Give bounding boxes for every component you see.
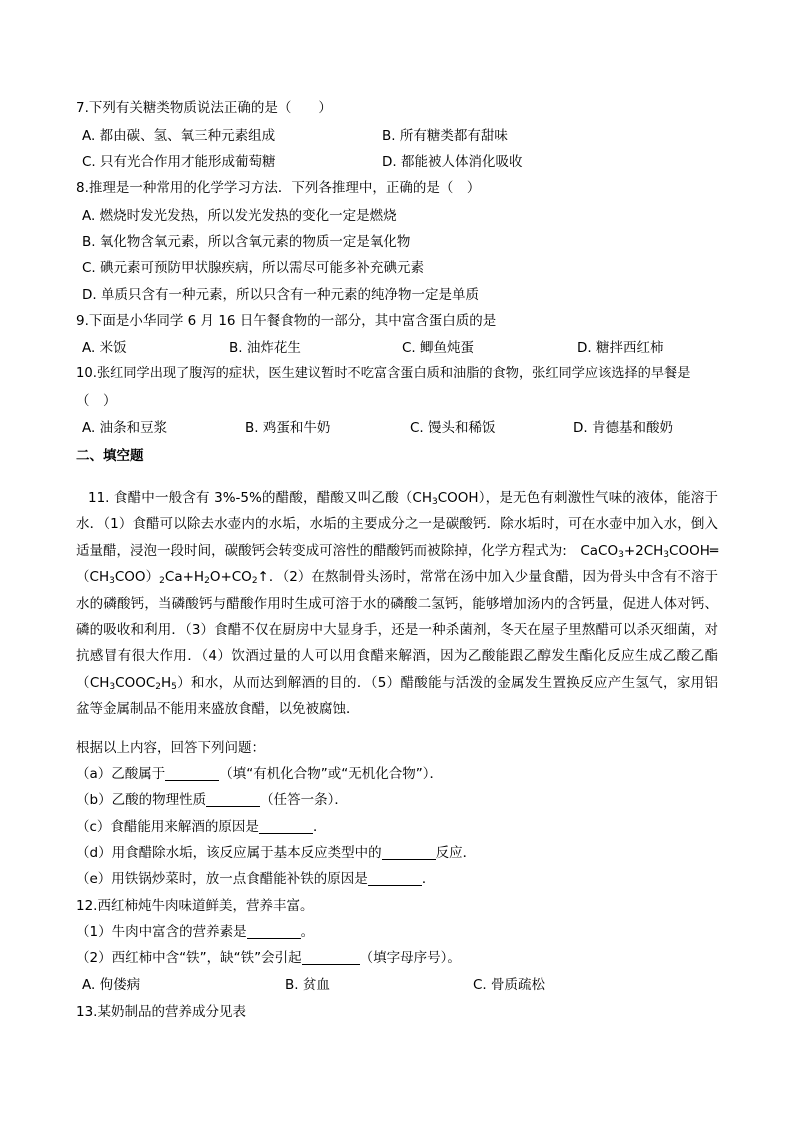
q10-option-a: A. 油条和豆浆 <box>82 420 168 436</box>
q13-stem: 13.某奶制品的营养成分见表 <box>76 1004 246 1020</box>
q11-blank-b[interactable] <box>206 792 260 807</box>
q9-option-c: C. 鲫鱼炖蛋 <box>402 340 475 356</box>
q12-sub-2: （2）西红柿中含“铁”，缺“铁”会引起 （填字母序号）。 <box>76 950 461 966</box>
q11-blank-a[interactable] <box>165 766 219 781</box>
q11-sub-e: （e）用铁锅炒菜时，放一点食醋能补铁的原因是 ． <box>76 871 436 887</box>
q12-option-c: C. 骨质疏松 <box>473 977 546 993</box>
q10-stem-line1: 10.张红同学出现了腹泻的症状，医生建议暂时不吃富含蛋白质和油脂的食物，张红同学应该选择的早餐是 <box>76 366 691 381</box>
q8-option-d: D. 单质只含有一种元素，所以只含有一种元素的纯净物一定是单质 <box>82 287 479 303</box>
q9-stem: 9.下面是小华同学 6 月 16 日午餐食物的一部分，其中富含蛋白质的是 <box>76 313 497 329</box>
q8-stem: 8.推理是一种常用的化学学习方法．下列各推理中，正确的是（ ） <box>76 180 481 196</box>
q11-sub-d: （d）用食醋除水垢，该反应属于基本反应类型中的 反应． <box>76 845 477 861</box>
q12-blank-1[interactable] <box>247 924 301 939</box>
q11-sub-c: （c）食醋能用来解酒的原因是 ． <box>76 819 327 835</box>
q8-option-c: C. 碘元素可预防甲状腺疾病，所以需尽可能多补充碘元素 <box>82 260 425 276</box>
q7-option-b: B. 所有糖类都有甜味 <box>382 128 508 144</box>
q11-blank-d[interactable] <box>382 845 436 860</box>
q11-passage: 11. 食醋中一般含有 3%-5%的醋酸，醋酸又叫乙酸$(CH_3COOH)$，是无色有刺激性气味的液体，能溶于水．（1）食醋可以除去水壶内的水垢，水垢的主要成分之一是碳酸钙．除水垢时，可在水壶中加入水，倒入适量醋，浸泡一段时间，碳酸钙会转变成可溶性的醋酸钙而被除掉，化学方程式为: $CaCO_3+2CH_3COOH═(CH_3COO)_2Ca+H_2O+CO_2↑$．（2）在熬制骨头汤时，常常在汤中加入少量食醋，因为骨头中含有不溶于水的磷酸钙，当磷酸钙与醋酸作用时生成可溶于水的磷酸二氢钙，能够增加汤内的含钙量，促进人体对钙、磷的吸收和利用．（3）食醋不仅在厨房中大显身手，还是一种杀菌剂，冬天在屋子里熬醋可以杀灭细菌，对抗感冒有很大作用．（4）饮酒过量的人可以用食醋来解酒，因为乙酸能跟乙醇发生酯化反应生成乙酸乙酯$(CH_3COOC_2H_5)$和水，从而达到解酒的目的．（5）醋酸能与活泼的金属发生置换反应产生氢气，家用铝盆等金属制品不能用来盛放食醋，以免被腐蚀． <box>76 490 719 718</box>
q7-stem: 7.下列有关糖类物质说法正确的是（ ） <box>76 100 332 116</box>
q12-option-a: A. 佝偻病 <box>82 977 141 993</box>
q9-option-b: B. 油炸花生 <box>229 340 301 356</box>
q11-sub-a: （a）乙酸属于 （填“有机化合物”或“无机化合物”）． <box>76 766 444 782</box>
q11-blank-c[interactable] <box>259 819 313 834</box>
q12-sub-1: （1）牛肉中富含的营养素是 。 <box>76 924 315 940</box>
q9-option-d: D. 糖拌西红柿 <box>577 340 664 356</box>
section-heading-fill-blank: 二、填空题 <box>76 448 144 464</box>
q9-option-a: A. 米饭 <box>82 340 127 356</box>
q7-option-d: D. 都能被人体消化吸收 <box>382 154 523 170</box>
q10-option-b: B. 鸡蛋和牛奶 <box>245 420 331 436</box>
q10-option-d: D. 肯德基和酸奶 <box>573 420 673 436</box>
q12-option-b: B. 贫血 <box>285 977 330 993</box>
q8-option-b: B. 氧化物含氧元素，所以含氧元素的物质一定是氧化物 <box>82 234 411 250</box>
q10-stem-line2: （ ） <box>76 393 117 409</box>
q10-option-c: C. 馒头和稀饭 <box>410 420 496 436</box>
q12-stem: 12.西红柿炖牛肉味道鲜美，营养丰富。 <box>76 898 314 914</box>
q12-blank-2[interactable] <box>302 950 360 965</box>
q8-option-a: A. 燃烧时发光发热，所以发光发热的变化一定是燃烧 <box>82 208 397 224</box>
q7-option-a: A. 都由碳、氢、氧三种元素组成 <box>82 128 276 144</box>
q7-option-c: C. 只有光合作用才能形成葡萄糖 <box>82 154 276 170</box>
q11-blank-e[interactable] <box>368 871 422 886</box>
q11-sub-b: （b）乙酸的物理性质 （任答一条）． <box>76 792 348 808</box>
q11-intro: 根据以上内容，回答下列问题： <box>76 740 265 756</box>
